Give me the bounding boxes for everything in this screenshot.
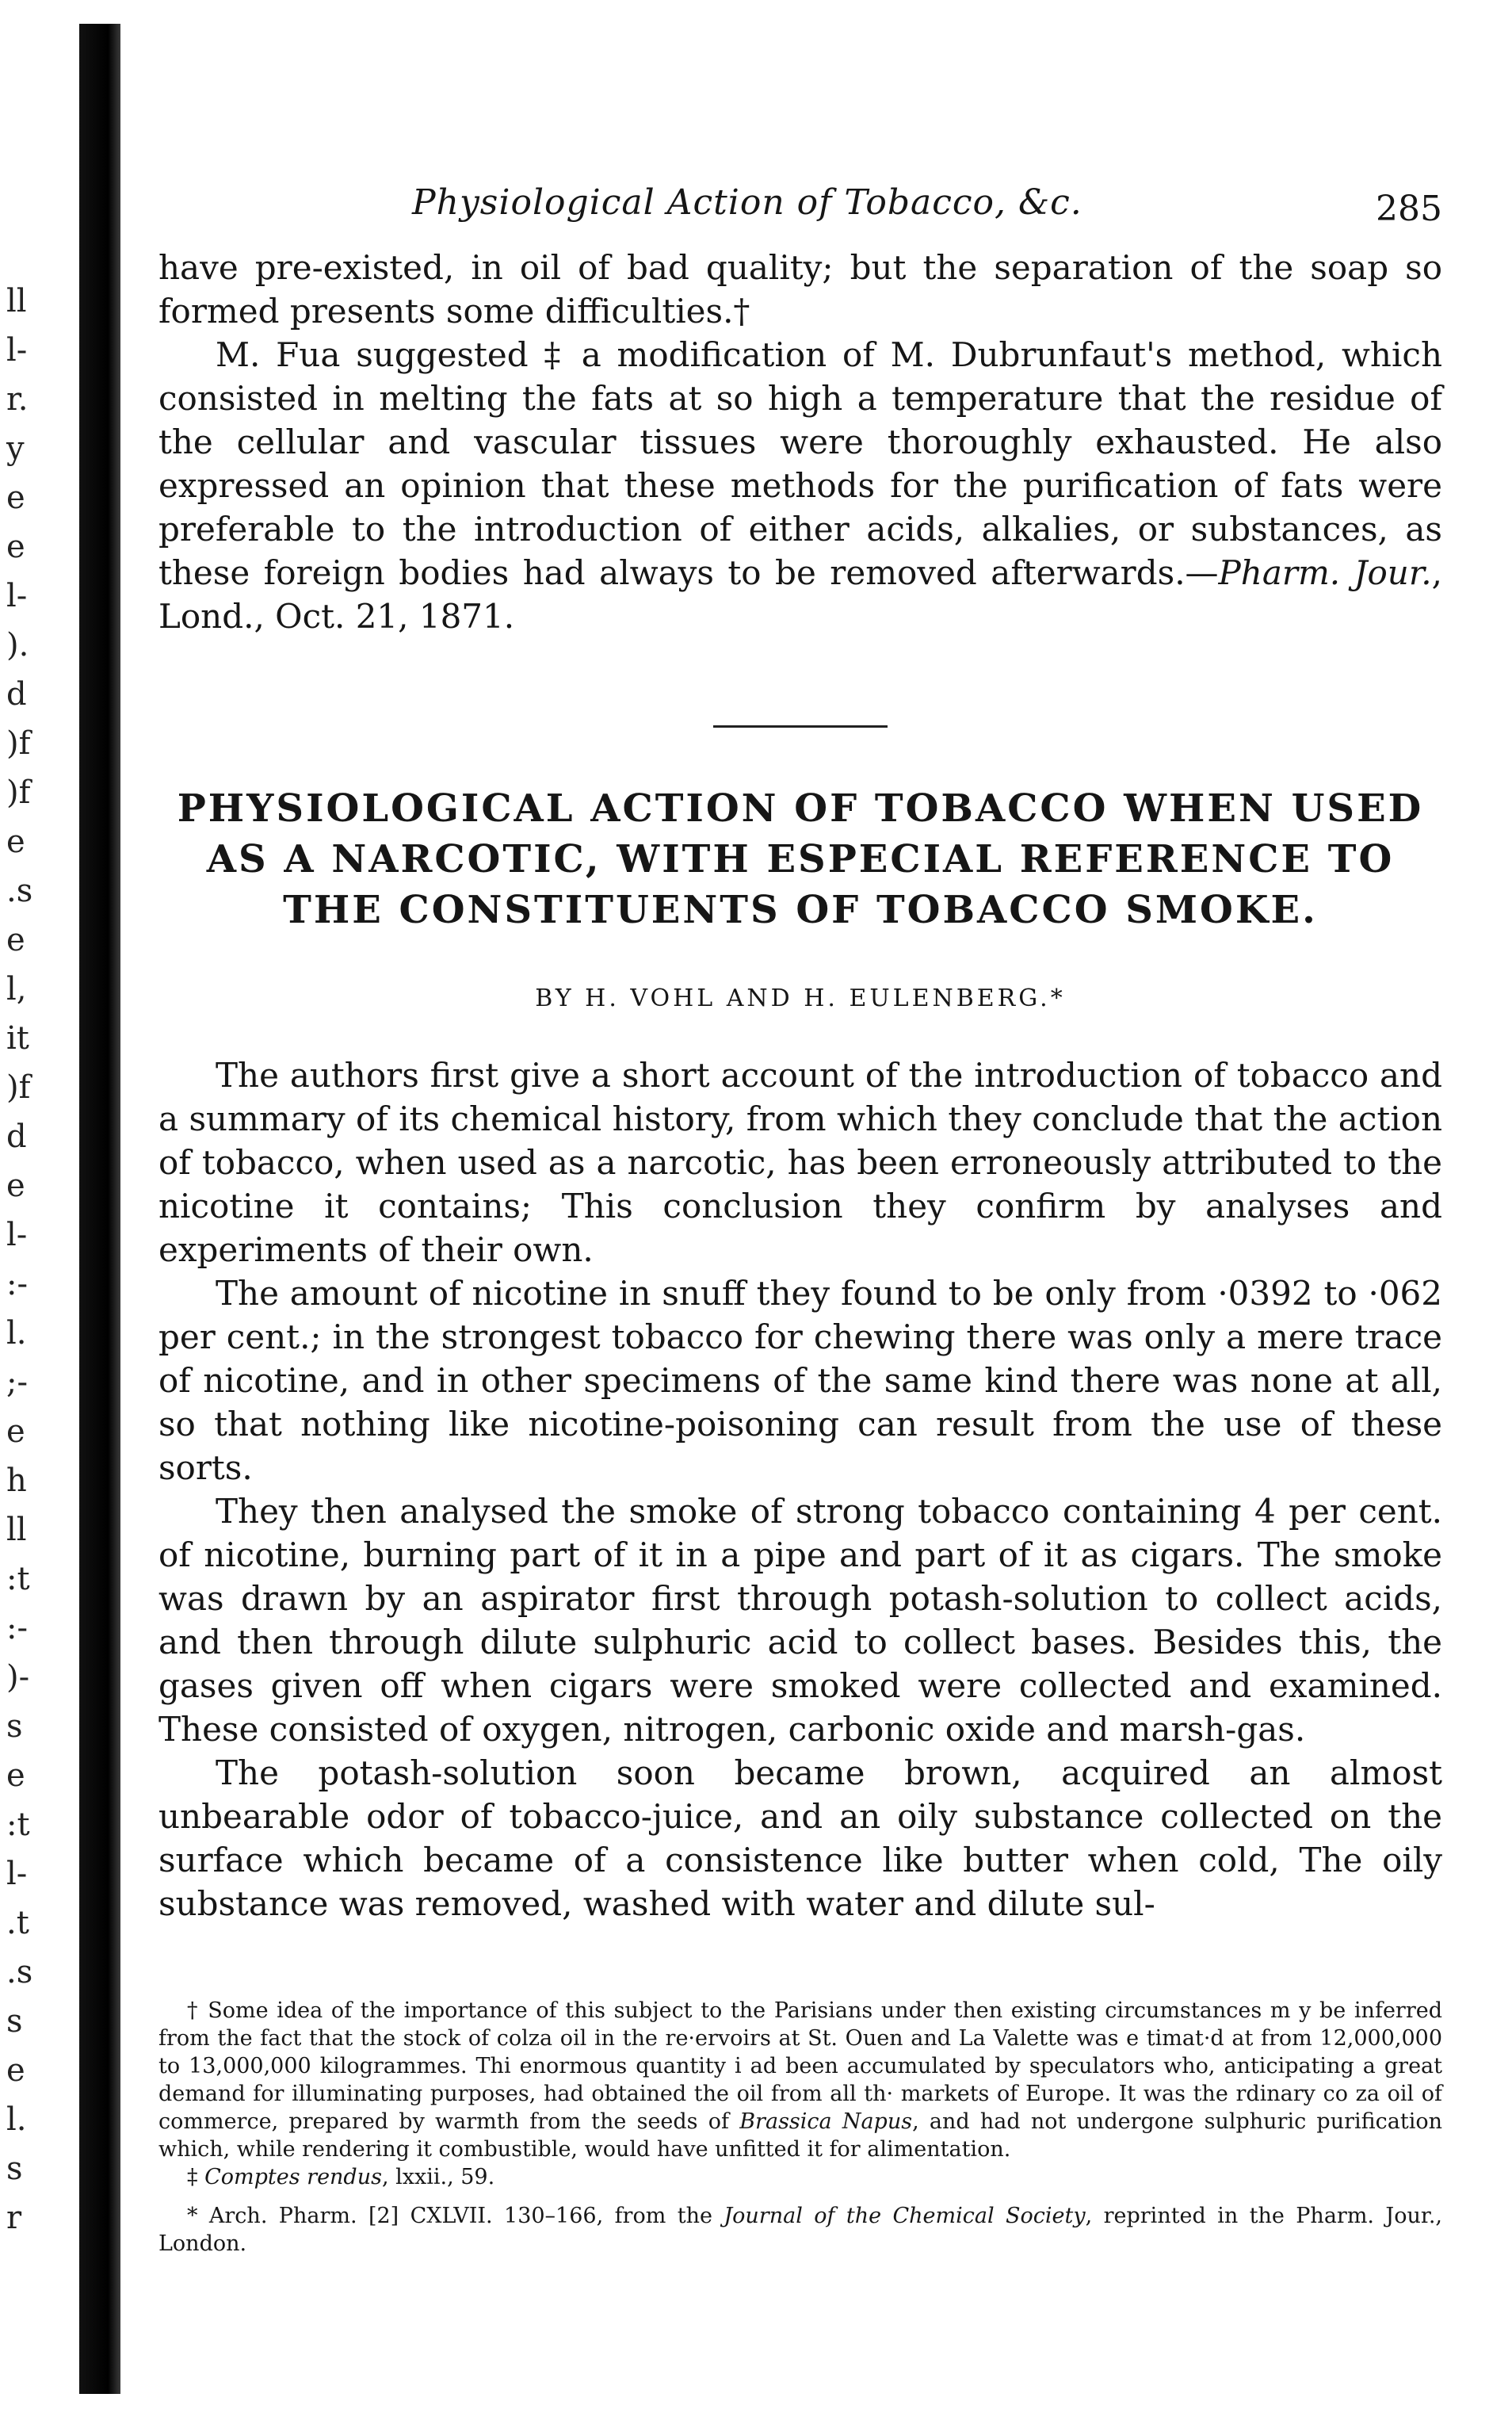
gutter-letter: ).: [6, 627, 29, 663]
gutter-letter: it: [6, 1020, 29, 1057]
gutter-letter: )f: [6, 725, 31, 762]
gutter-letter: ll: [6, 1512, 27, 1548]
gutter-letter: .s: [6, 1954, 33, 1990]
footnote-dagger-text: † Some idea of the importance of this subject to the Parisians under then existing circumstances m y be inferred from the fact that the stock of colza oil in the re·ervoirs at St. Ouen and La Valette was e timat·d at from 12,000,000 to 13,000,000 kilogrammes. Thi enormous quantity i ad been accumulated by speculators who, anticipating a great demand for illuminating purposes, had obtained the oil from all th· markets of Europe. It was the rdinary co za oil of commerce, prepared by warmth from the seeds of: [158, 1998, 1442, 2134]
running-head: [158, 182, 1442, 246]
gutter-letter: d: [6, 676, 27, 713]
gutter-letter: l,: [6, 971, 27, 1008]
gutter-letter: .s: [6, 873, 33, 909]
gutter-letter: s: [6, 2151, 23, 2187]
footnote-double-dagger-source: Comptes rendus: [204, 2165, 382, 2189]
page: [158, 182, 1442, 2258]
gutter-letter: .t: [6, 1905, 29, 1941]
gutter-letter: ll: [6, 283, 27, 319]
gutter-letter: )f: [6, 774, 31, 811]
gutter-letter: e: [6, 1757, 25, 1794]
carryover-source: Pharm. Jour.: [1218, 553, 1432, 592]
carryover-paragraph-1: have pre-existed, in oil of bad quality; but the separation of the soap so formed presents some difficulties.†: [158, 248, 1442, 331]
gutter-bleedthrough: [0, 0, 55, 2428]
gutter-letter: y: [6, 430, 25, 467]
gutter-letter: r: [6, 2200, 22, 2236]
article-paragraph: The potash-solution soon became brown, acquired an almost unbearable odor of tobacco-juice, and an oily substance collected on the surface which became of a consistence like butter when cold, The oily substance was removed, washed with water and dilute sul-: [158, 1753, 1442, 1923]
gutter-letter: :t: [6, 1561, 30, 1597]
gutter-letter: :t: [6, 1807, 30, 1843]
gutter-letter: r.: [6, 381, 29, 418]
article-paragraph: They then analysed the smoke of strong tobacco containing 4 per cent. of nicotine, burning part of it in a pipe and part of it as cigars. The smoke was drawn by an aspirator first through potash-solution to collect acids, and then through dilute sulphuric acid to collect bases. Besides this, the gases given off when cigars were smoked were collected and examined. These consisted of oxygen, nitrogen, carbonic oxide and marsh-gas.: [158, 1492, 1442, 1749]
gutter-letter: ;-: [6, 1364, 28, 1401]
footnote-dagger: [158, 1997, 1442, 2163]
footnotes: [158, 1997, 1442, 2258]
footnote-double-dagger: [158, 2163, 1442, 2191]
footnote-double-dagger-mark: ‡: [187, 2165, 205, 2189]
carryover-paragraph-2-text: M. Fua suggested ‡ a modification of M. Dubrunfaut's method, which consisted in melting the fats at so high a temperature that the residue of the cellular and vascular tissues were thoroughly exhausted. He also expressed an opinion that these methods for the purification of fats were preferable to the introduction of either acids, alkalies, or substances, as these foreign bodies had always to be removed afterwards.—: [158, 335, 1442, 592]
gutter-letter: s: [6, 2003, 23, 2040]
gutter-letter: s: [6, 1708, 23, 1745]
section-rule: [713, 725, 888, 728]
article-heading: PHYSIOLOGICAL ACTION OF TOBACCO WHEN USED AS A NARCOTIC, WITH ESPECIAL REFERENCE TO THE CONSTITUENTS OF TOBACCO SMOKE.: [177, 786, 1424, 932]
carryover-text: [158, 246, 1442, 638]
gutter-letter: l.: [6, 2101, 27, 2138]
article-paragraph: The authors first give a short account of the introduction of tobacco and a summary of its chemical history, from which they conclude that the action of tobacco, when used as a narcotic, has been erroneously attributed to the nicotine it contains; This conclusion they confirm by analyses and experiments of their own.: [158, 1056, 1442, 1269]
footnote-asterisk-journal: Journal of the Chemical Society: [724, 2204, 1086, 2228]
gutter-letter: l-: [6, 1217, 28, 1253]
gutter-letter: :-: [6, 1266, 28, 1302]
carryover-source-tail: , Lond., Oct. 21, 1871.: [158, 553, 1442, 636]
gutter-letter: )-: [6, 1659, 30, 1696]
article-byline: BY H. VOHL AND H. EULENBERG.*: [535, 985, 1066, 1012]
article-paragraph: The amount of nicotine in snuff they found to be only from ·0392 to ·062 per cent.; in the strongest tobacco for chewing there was only a mere trace of nicotine, and in other specimens of the same kind there was none at all, so that nothing like nicotine-poisoning can result from the use of these sorts.: [158, 1274, 1442, 1487]
footnote-asterisk: [158, 2202, 1442, 2258]
page-number: 285: [1376, 189, 1442, 229]
gutter-letter: d: [6, 1118, 27, 1155]
gutter-letter: e: [6, 480, 25, 516]
gutter-letter: l-: [6, 578, 28, 614]
gutter-letter: e: [6, 824, 25, 860]
footnote-double-dagger-tail: , lxxii., 59.: [381, 2165, 495, 2189]
gutter-letter: e: [6, 529, 25, 565]
footnote-dagger-tail: , and had not undergone sulphuric purification which, while rendering it combustible, would have unfitted it for alimentation.: [158, 2109, 1442, 2162]
gutter-letter: e: [6, 1413, 25, 1450]
binding-shadow: [79, 24, 120, 2394]
gutter-letter: h: [6, 1463, 27, 1499]
gutter-letter: :-: [6, 1610, 28, 1646]
gutter-letter: e: [6, 1168, 25, 1204]
carryover-paragraph-2: [158, 333, 1442, 638]
footnote-asterisk-tail: , reprinted in the Pharm. Jour., London.: [158, 2204, 1442, 2256]
footnote-dagger-species: Brassica Napus: [739, 2109, 913, 2134]
gutter-letter: )f: [6, 1069, 31, 1106]
gutter-letter: e: [6, 922, 25, 958]
footnote-asterisk-text: * Arch. Pharm. [2] CXLVII. 130–166, from the: [187, 2204, 724, 2228]
gutter-letter: l-: [6, 332, 28, 369]
gutter-letter: e: [6, 2052, 25, 2089]
gutter-letter: l-: [6, 1856, 28, 1892]
running-title: Physiological Action of Tobacco, &c.: [412, 182, 1082, 223]
article-body: [158, 1053, 1442, 1925]
gutter-letter: l.: [6, 1315, 27, 1352]
